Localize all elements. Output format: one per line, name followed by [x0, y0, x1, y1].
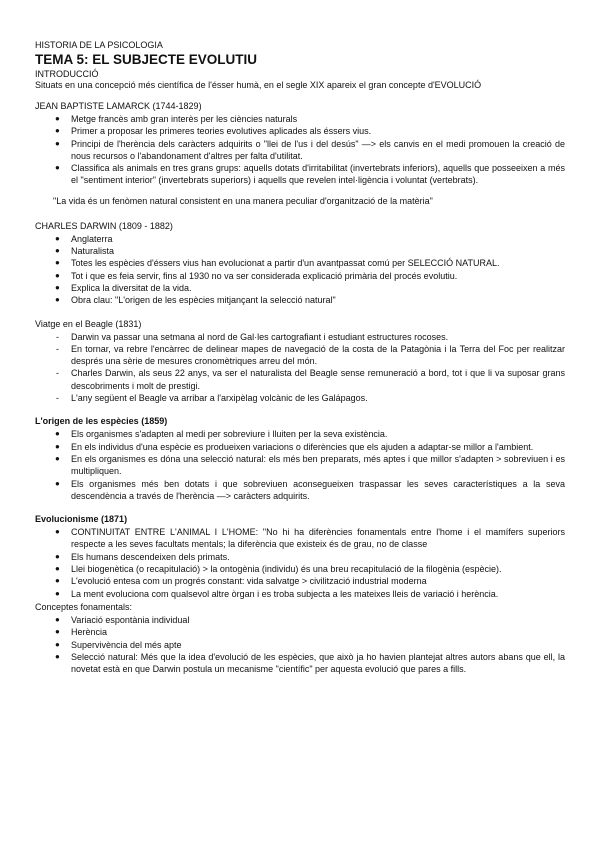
list-item: - Charles Darwin, als seus 22 anys, va ser el naturalista del Beagle sense remuneració a bord, tot i que li va suposar grans descobriments i molt de prestigi.	[56, 368, 565, 391]
list-item: - Darwin va passar una setmana al nord de Gal·les cartografiant i estudiant estructures rocoses.	[56, 331, 449, 342]
lamarck-heading: JEAN BAPTISTE LAMARCK (1744-1829)	[35, 101, 202, 111]
list-item: ● Variació espontània individual	[55, 614, 190, 625]
bullet-icon: ●	[55, 564, 60, 574]
bullet-icon: ●	[55, 478, 60, 488]
bullet-icon: ●	[55, 246, 60, 256]
bullet-icon: ●	[55, 429, 60, 439]
bullet-icon: ●	[55, 576, 60, 586]
darwin-heading: CHARLES DARWIN (1809 - 1882)	[35, 220, 173, 231]
intro-heading: INTRODUCCIÓ	[35, 69, 99, 79]
list-item: ● Selecció natural: Més que la idea d'evolució de les espècies, que això ja ho havien plantejat altres autors abans que ell, la novetat està en que Darwin postula un mecanisme "científic" per aquesta evolució que pares a fills.	[55, 651, 565, 675]
evolucionisme-list	[35, 526, 565, 600]
list-item: ● Classifica als animals en tres grans grups: aquells dotats d'irritabilitat (invertebrats inferiors), aquells que posseeixen a més el "sentiment interior" (invertebrats superiors) i aquells que revelen intel·ligència i voluntat (vertebrats).	[55, 163, 565, 186]
bullet-icon: ●	[55, 527, 60, 537]
bullet-icon: ●	[55, 233, 60, 243]
bullet-icon: ●	[55, 258, 60, 268]
intro-text: Situats en una concepció més científica de l'ésser humà, en el segle XIX apareix el gran concepte d'EVOLUCIÓ	[35, 80, 482, 90]
dash-icon: -	[56, 393, 59, 404]
list-item: ● CONTINUITAT ENTRE L'ANIMAL I L'HOME: "No hi ha diferències fonamentals entre l'home i el mamífers superiors respecte a les seves facultats mentals; la diferència que existeix és de grau, no de classe	[55, 527, 565, 550]
dash-icon: -	[56, 368, 59, 379]
list-item: - En tornar, va rebre l'encàrrec de delinear mapes de navegació de la costa de la Patagònia i la Terra del Foc per realitzar després una sèrie de mesures cronomètriques arreu del món.	[56, 343, 565, 367]
lamarck-quote: "La vida és un fenòmen natural consistent en una manera peculiar d'organització de la matèria"	[53, 195, 433, 206]
origen-list	[35, 428, 565, 502]
dash-icon: -	[56, 343, 59, 354]
bullet-icon: ●	[55, 282, 60, 292]
bullet-icon: ●	[55, 114, 60, 123]
beagle-list	[35, 331, 565, 405]
course-name: HISTORIA DE LA PSICOLOGIA	[35, 40, 163, 50]
list-item: ● Els humans descendeixen dels primats.	[55, 551, 230, 562]
list-item: ● Els organismes més ben dotats i que sobreviuen aconsegueixen traspassar les seves característiques a la seva descendència a través de l'herència —> caràcters adquirits.	[55, 478, 565, 501]
bullet-icon: ●	[55, 453, 60, 463]
list-item: ● L'evolució entesa com un progrés constant: vida salvatge > civilització industrial moderna	[55, 576, 427, 587]
bullet-icon: ●	[55, 627, 60, 637]
evolucionisme-heading: Evolucionisme (1871)	[35, 514, 128, 525]
list-item: ● La ment evoluciona com qualsevol altre òrgan i es troba subjecta a les mateixes lleis de variació i herència.	[55, 588, 499, 599]
list-item: ● Els organismes s'adapten al medi per sobreviure i lluiten per la seva existència.	[55, 429, 388, 440]
bullet-icon: ●	[55, 551, 60, 561]
dash-icon: -	[56, 331, 59, 342]
lamarck-list	[35, 113, 565, 187]
list-item: ● Naturalista	[55, 246, 115, 257]
bullet-icon: ●	[55, 270, 60, 280]
bullet-icon: ●	[55, 651, 60, 661]
bullet-icon: ●	[55, 441, 60, 451]
page-title: TEMA 5: EL SUBJECTE EVOLUTIU	[35, 52, 258, 67]
list-item: ● Anglaterra	[55, 233, 113, 244]
darwin-list	[35, 233, 565, 307]
bullet-icon: ●	[55, 295, 60, 305]
list-item: ● Metge francès amb gran interès per les ciències naturals	[55, 114, 298, 124]
list-item: ● Totes les espècies d'éssers vius han evolucionat a partir d'un avantpassat comú per SELECCIÓ NATURAL.	[55, 258, 500, 269]
list-item: ● En els organismes es dóna una selecció natural: els més ben preparats, més aptes i que millor s'adapten > sobreviuen i es multipliquen.	[55, 453, 565, 477]
list-item: ● Principi de l'herència dels caràcters adquirits o "llei de l'us i del desús" —> els canvis en el medi promouen la creació de nous recursos o l'abandonament d'altres per falta d'utilitat.	[55, 138, 565, 161]
document-page	[35, 40, 565, 675]
list-item: ● Obra clau: "L'origen de les espècies mitjançant la selecció natural"	[55, 295, 336, 306]
bullet-icon: ●	[55, 588, 60, 598]
bullet-icon: ●	[55, 614, 60, 624]
list-item: ● En els individus d'una espècie es produeixen variacions o diferències que els ajuden a adaptar-se millor a l'ambient.	[55, 441, 534, 452]
origen-heading: L'origen de les espècies (1859)	[35, 416, 168, 427]
concepts-heading: Conceptes fonamentals:	[35, 601, 133, 612]
list-item: ● Tot i que es feia servir, fins al 1930 no va ser considerada explicació primària del procés evolutiu.	[55, 270, 458, 281]
list-item: ● Llei biogenètica (o recapitulació) > la ontogènia (individu) és una breu recapitulació de la filogènia (espècie).	[55, 564, 502, 575]
list-item: ● Primer a proposar les primeres teories evolutives aplicades als éssers vius.	[55, 126, 372, 137]
bullet-icon: ●	[55, 138, 60, 148]
list-item: ● Supervivència del més apte	[55, 639, 182, 650]
list-item: - L'any següent el Beagle va arribar a l'arxipèlag volcànic de les Galápagos.	[56, 393, 368, 404]
bullet-icon: ●	[55, 126, 60, 136]
list-item: ● Herència	[55, 627, 108, 638]
list-item: ● Explica la diversitat de la vida.	[55, 282, 192, 293]
bullet-icon: ●	[55, 163, 60, 173]
concepts-list	[35, 614, 565, 675]
beagle-heading: Viatge en el Beagle (1831)	[35, 318, 142, 329]
bullet-icon: ●	[55, 639, 60, 649]
